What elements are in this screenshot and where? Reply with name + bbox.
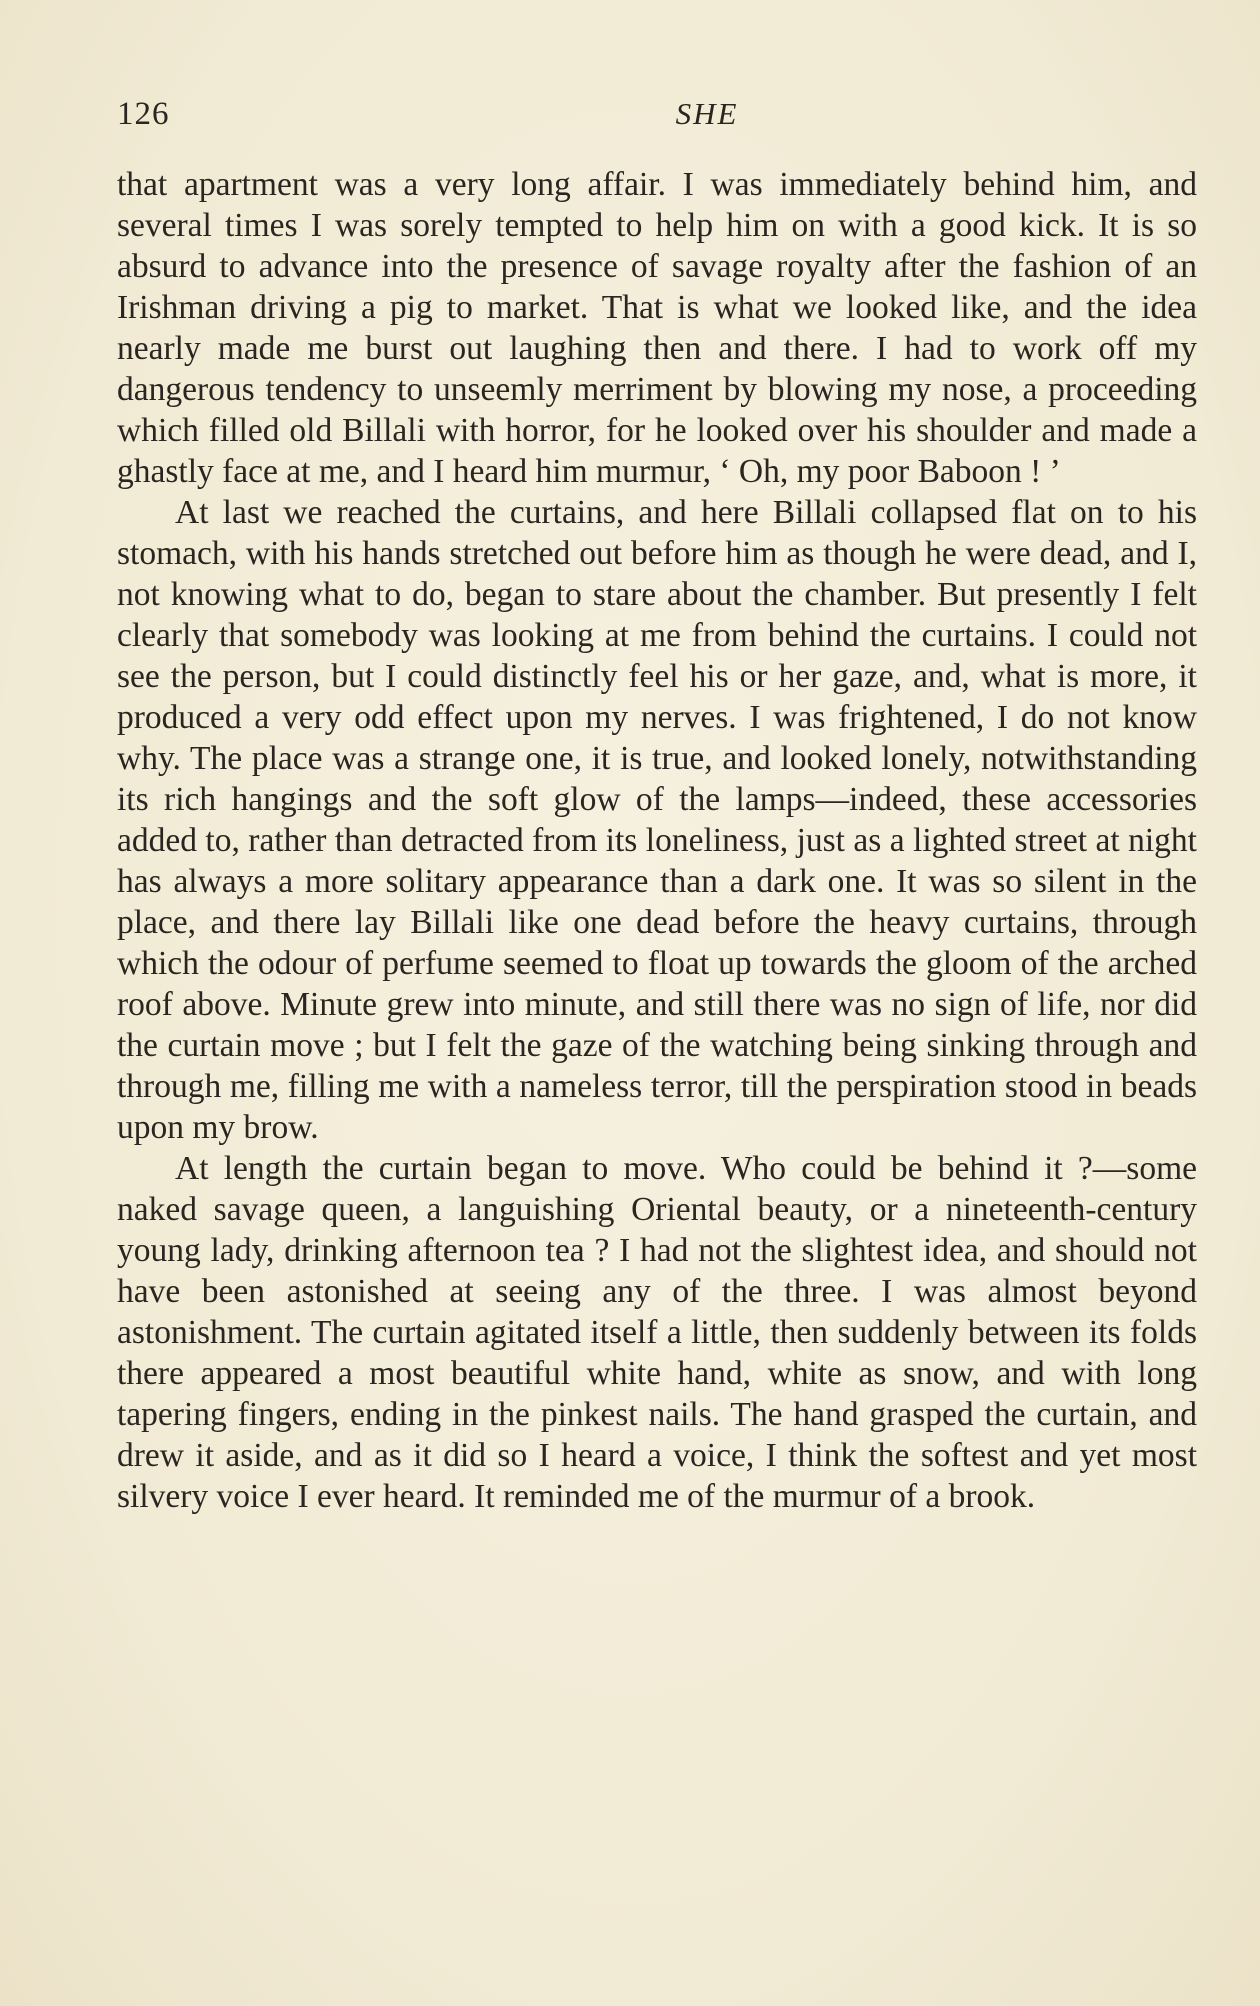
running-head	[117, 96, 1197, 136]
running-title: SHE	[675, 96, 739, 131]
body-text	[117, 164, 1197, 1517]
paragraph-hand: At length the curtain began to move. Who could be behind it ?—some naked savage queen, a languishing Oriental beauty, or a nineteenth-century young lady, drinking afternoon tea ? I had not the slightest idea, and should not have been astonished at seeing any of the three. I was almost beyond astonishment. The curtain agitated itself a little, then suddenly between its folds there appeared a most beautiful white hand, white as snow, and with long tapering fingers, ending in the pinkest nails. The hand grasped the curtain, and drew it aside, and as it did so I heard a voice, I think the softest and yet most silvery voice I ever heard. It reminded me of the murmur of a brook.	[117, 1150, 1197, 1515]
page-number: 126	[117, 96, 170, 132]
paragraph-curtains: At last we reached the curtains, and here Billali collapsed flat on to his stomach, with his hands stretched out before him as though he were dead, and I, not knowing what to do, began to stare about the chamber. But presently I felt clearly that somebody was looking at me from behind the curtains. I could not see the person, but I could distinctly feel his or her gaze, and, what is more, it produced a very odd effect upon my nerves. I was frightened, I do not know why. The place was a strange one, it is true, and looked lonely, notwithstanding its rich hangings and the soft glow of the lamps—indeed, these accessories added to, rather than detracted from its loneliness, just as a lighted street at night has always a more solitary appearance than a dark one. It was so silent in the place, and there lay Billali like one dead before the heavy curtains, through which the odour of perfume seemed to float up towards the gloom of the arched roof above. Minute grew into minute, and still there was no sign of life, nor did the curtain move ; but I felt the gaze of the watching being sinking through and through me, filling me with a nameless terror, till the perspiration stood in beads upon my brow.	[117, 494, 1197, 1146]
paragraph-continuation: that apartment was a very long affair. I was immediately behind him, and several times I was sorely tempted to help him on with a good kick. It is so absurd to advance into the presence of savage royalty after the fashion of an Irishman driving a pig to market. That is what we looked like, and the idea nearly made me burst out laughing then and there. I had to work off my dangerous tendency to unseemly merriment by blowing my nose, a proceeding which filled old Billali with horror, for he looked over his shoulder and made a ghastly face at me, and I heard him murmur, ‘ Oh, my poor Baboon ! ’	[117, 166, 1197, 490]
